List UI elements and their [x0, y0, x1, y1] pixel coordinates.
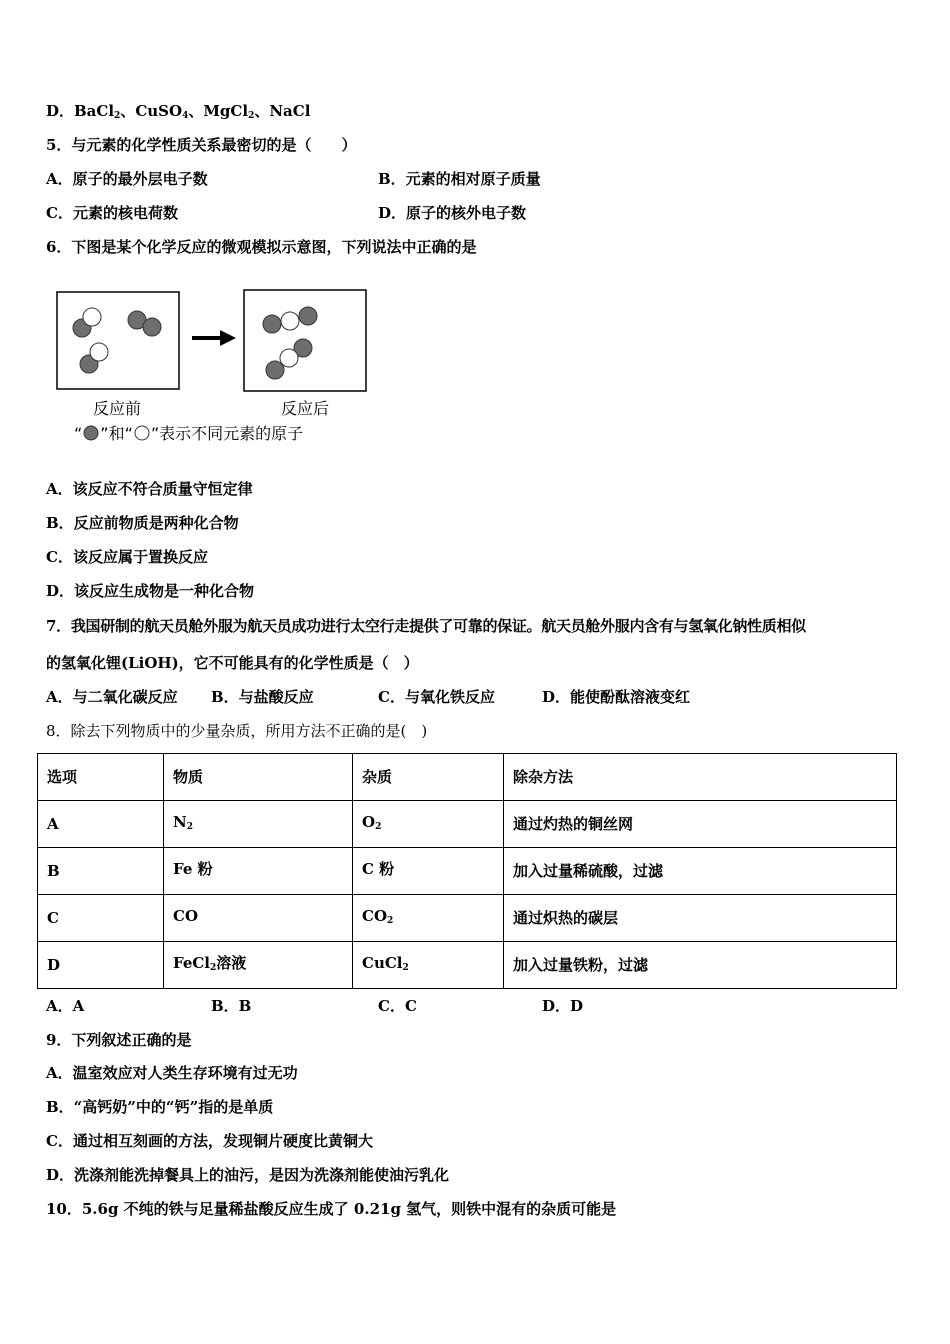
legend: “ ”和“ ”表示不同元素的原子: [74, 424, 304, 443]
q10-stem: 10．5.6g 不纯的铁与足量稀盐酸反应生成了 0.21g 氢气，则铁中混有的杂质可能是: [46, 1200, 617, 1218]
q6-option-c: C．该反应属于置换反应: [46, 548, 208, 566]
q5-option-b: B．元素的相对原子质量: [378, 170, 541, 188]
q9-stem: 9．下列叙述正确的是: [46, 1031, 192, 1049]
header-impurity: 杂质: [353, 754, 504, 801]
cell-substance: $N_2$: [164, 801, 353, 848]
cell-option: B: [38, 848, 164, 895]
white-atom-legend-icon: [133, 425, 151, 441]
cell-option: C: [38, 895, 164, 942]
grey-atom-legend-icon: [82, 425, 100, 441]
before-label: 反应前: [93, 399, 142, 418]
q8-option-d: D．D: [542, 997, 584, 1015]
cell-substance: Fe 粉: [164, 848, 353, 895]
white-atom: [280, 349, 298, 367]
cell-method: 加入过量稀硫酸，过滤: [504, 848, 897, 895]
q8-option-a: A．A: [46, 997, 85, 1015]
q9-option-a: A．温室效应对人类生存环境有过无功: [46, 1064, 298, 1082]
table-row: [38, 942, 897, 989]
before-box: [57, 292, 179, 389]
table-row: [38, 848, 897, 895]
arrow-right-icon: [192, 330, 236, 346]
cell-substance: CO: [164, 895, 353, 942]
table-row: [38, 801, 897, 848]
q9-option-d: D．洗涤剂能洗掉餐具上的油污，是因为洗涤剂能使油污乳化: [46, 1166, 450, 1184]
reaction-diagram-svg: [56, 288, 376, 398]
q5-option-a: A．原子的最外层电子数: [46, 170, 208, 188]
impurity-table: [37, 753, 897, 989]
grey-atom: [143, 318, 161, 336]
q7-option-c: C．与氧化铁反应: [378, 688, 495, 706]
cell-option: A: [38, 801, 164, 848]
reaction-diagram: [56, 288, 376, 448]
q6-stem: 6．下图是某个化学反应的微观模拟示意图，下列说法中正确的是: [46, 238, 477, 256]
table-row: [38, 895, 897, 942]
cell-method: 通过灼热的铜丝网: [504, 801, 897, 848]
header-substance: 物质: [164, 754, 353, 801]
q5-option-d: D．原子的核外电子数: [378, 204, 527, 222]
cell-option: D: [38, 942, 164, 989]
grey-atom: [266, 361, 284, 379]
q7-stem-line1: 7．我国研制的航天员舱外服为航天员成功进行太空行走提供了可靠的保证。航天员舱外服内含有与氢氧化钠性质相似: [46, 617, 806, 635]
q5-stem: 5．与元素的化学性质关系最密切的是（ ）: [46, 136, 357, 154]
cell-method: 通过炽热的碳层: [504, 895, 897, 942]
table-header-row: [38, 754, 897, 801]
header-option: 选项: [38, 754, 164, 801]
q7-option-a: A．与二氧化碳反应: [46, 688, 178, 706]
q8-option-c: C．C: [378, 997, 417, 1015]
q8-option-b: B．B: [211, 997, 252, 1015]
cell-impurity: CuCl$_2$: [353, 942, 504, 989]
q9-option-c: C．通过相互刻画的方法，发现铜片硬度比黄铜大: [46, 1132, 373, 1150]
q7-option-d: D．能使酚酞溶液变红: [542, 688, 691, 706]
cell-impurity: $O_2$: [353, 801, 504, 848]
grey-atom: [263, 315, 281, 333]
q7-stem-line2: 的氢氧化锂(LiOH)，它不可能具有的化学性质是（ ）: [46, 654, 419, 672]
after-label: 反应后: [281, 399, 330, 418]
q8-stem: 8．除去下列物质中的少量杂质，所用方法不正确的是( ): [46, 722, 428, 740]
q6-option-a: A．该反应不符合质量守恒定律: [46, 480, 253, 498]
header-method: 除杂方法: [504, 754, 897, 801]
q7-option-b: B．与盐酸反应: [211, 688, 314, 706]
q6-option-b: B．反应前物质是两种化合物: [46, 514, 239, 532]
q9-option-b: B．“高钙奶”中的“钙”指的是单质: [46, 1098, 274, 1116]
cell-method: 加入过量铁粉，过滤: [504, 942, 897, 989]
q5-option-c: C．元素的核电荷数: [46, 204, 178, 222]
cell-impurity: C 粉: [353, 848, 504, 895]
q6-option-d: D．该反应生成物是一种化合物: [46, 582, 255, 600]
cell-substance: FeCl$_2$溶液: [164, 942, 353, 989]
grey-atom: [299, 307, 317, 325]
cell-impurity: $CO_2$: [353, 895, 504, 942]
white-atom: [281, 312, 299, 330]
white-atom: [83, 308, 101, 326]
q4-option-d: D．BaCl$_2$、CuSO$_4$、MgCl$_2$、NaCl: [46, 102, 311, 121]
white-atom: [90, 343, 108, 361]
